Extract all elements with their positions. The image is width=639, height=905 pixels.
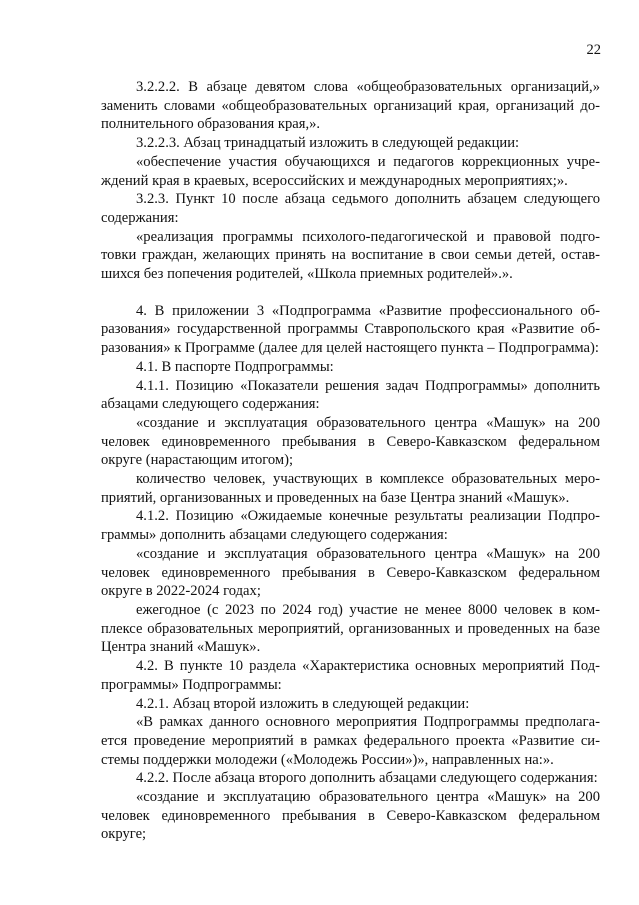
section-gap (101, 284, 600, 302)
paragraph: «В рамках данного основного мероприятия Подпрограммы предполагается проведение мероприятий в рамках федерального проекта «Развитие системы поддержки молодежи («Молодежь России»)», направленных на:». (101, 714, 600, 768)
paragraph: ежегодное (с 2023 по 2024 год) участие не менее 8000 человек в комплексе образовательных мероприятий, организованных и проведенных на базе Центра знаний «Машук». (101, 601, 600, 656)
paragraph: «создание и эксплуатация образовательного центра «Машук» на 200 человек единовременного пребывания в Северо-Кавказском федеральном округе (нарастающим итогом); (101, 414, 600, 469)
paragraph: 3.2.2.2. В абзаце девятом слова «общеобразовательных организаций,» заменить словами «общеобразовательных организаций края, организаций дополнительного образования края,». (101, 79, 600, 133)
paragraph: 4.2.2. После абзаца второго дополнить абзацами следующего содержания: (136, 770, 598, 787)
paragraph: количество человек, участвующих в комплексе образовательных мероприятий, организованных и проведенных на базе Центра знаний «Машук». (101, 471, 600, 506)
paragraph: 4. В приложении 3 «Подпрограмма «Развитие профессионального образования» государственной программы Ставропольского края «Развитие образования» к Программе (далее для целей настоящего пункта – Подпрограмма): (101, 302, 600, 357)
paragraph: 4.1.1. Позицию «Показатели решения задач Подпрограммы» дополнить абзацами следующего содержания: (101, 377, 600, 413)
paragraph: 3.2.3. Пункт 10 после абзаца седьмого дополнить абзацем следующего содержания: (101, 191, 600, 226)
paragraph: 4.2. В пункте 10 раздела «Характеристика основных мероприятий Подпрограммы» Подпрограммы: (101, 658, 600, 693)
paragraph: «создание и эксплуатация образовательного центра «Машук» на 200 человек единовременного пребывания в Северо-Кавказском федеральном округе в 2022-2024 годах; (101, 545, 600, 600)
page-number: 22 (586, 42, 601, 58)
paragraph: «реализация программы психолого-педагогической и правовой подготовки граждан, желающих принять на воспитание в свои семьи детей, оставшихся без попечения родителей, «Школа приемных родителей».». (101, 228, 600, 283)
paragraph: «создание и эксплуатацию образовательного центра «Машук» на 200 человек единовременного пребывания в Северо-Кавказском федеральном округе; (101, 789, 600, 843)
paragraph: «обеспечение участия обучающихся и педагогов коррекционных учреждений края в краевых, всероссийских и международных мероприятиях;». (101, 153, 600, 189)
paragraph: 4.1.2. Позицию «Ожидаемые конечные результаты реализации Подпрограммы» дополнить абзацами следующего содержания: (101, 508, 600, 544)
paragraph: 3.2.2.3. Абзац тринадцатый изложить в следующей редакции: (136, 135, 520, 152)
document-body (101, 78, 600, 844)
paragraph: 4.1. В паспорте Подпрограммы: (136, 358, 334, 375)
paragraph: 4.2.1. Абзац второй изложить в следующей редакции: (136, 695, 470, 712)
